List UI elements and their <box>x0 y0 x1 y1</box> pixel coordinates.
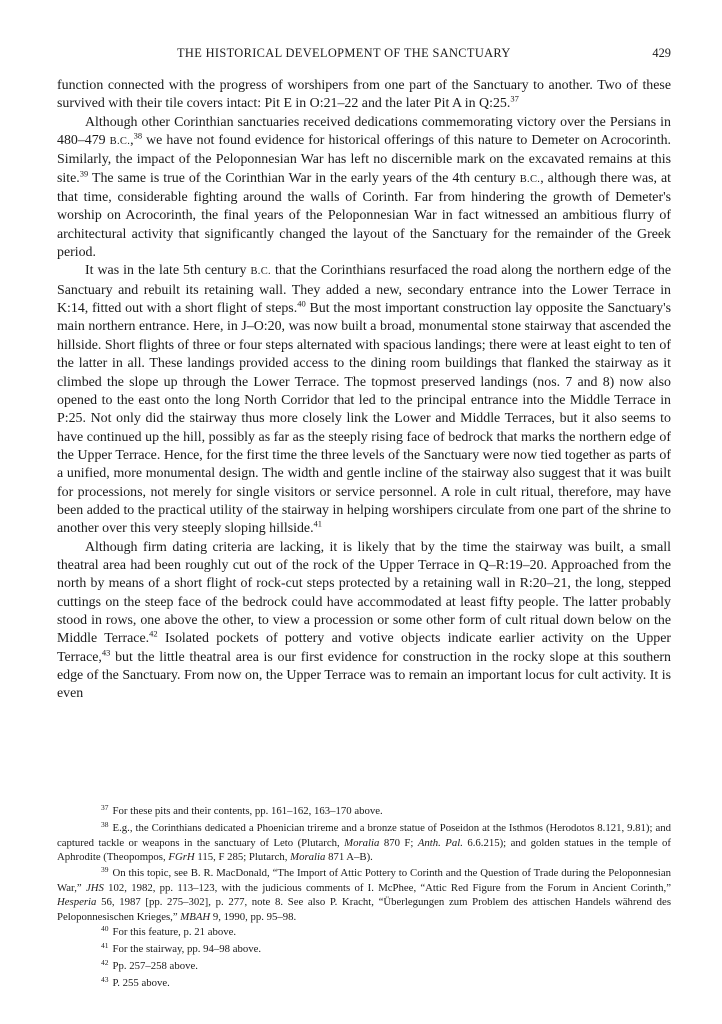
paragraph-text: function connected with the progress of worshipers from one part of the Sanctuary to another. Two of these survived with their tile covers intact: Pit E in O:21–22 and the later Pit A in Q:25. <box>57 78 671 112</box>
footnote-number: 43 <box>101 974 109 984</box>
footnote-text: 871 A–B). <box>325 851 373 864</box>
footnote-number: 38 <box>101 819 109 829</box>
footnote-text: Pp. 257–258 above. <box>112 960 198 972</box>
footnote <box>57 942 671 957</box>
footnote-italic: FGrH <box>168 851 195 864</box>
footnote <box>57 821 671 865</box>
paragraph-text: , <box>130 133 134 149</box>
footnote-text: P. 255 above. <box>112 976 170 989</box>
footnote-italic: JHS <box>85 882 104 895</box>
footnote-text: On this topic, see B. R. MacDonald, “The Import of Attic Pottery to Corinth and the Question of Trade during the Peloponnesian War,” <box>57 867 671 895</box>
era-abbreviation: B.C. <box>519 173 541 185</box>
footnote-text: 56, 1987 [pp. 275–302], p. 277, note 8. See also P. Kracht, “Überlegungen zum Problem des attischen Handels während des Peloponnesischen Krieges,” <box>57 896 671 923</box>
footnote-text: 9, 1990, pp. 95–98. <box>210 910 297 923</box>
footnote-reference: 41 <box>313 518 323 529</box>
paragraph-text: Isolated pockets of pottery and votive objects indicate earlier activity on the Upper Terrace, <box>57 631 671 665</box>
footnote-reference: 39 <box>79 168 89 179</box>
footnote-number: 41 <box>101 941 109 951</box>
page-number: 429 <box>652 46 671 60</box>
paragraph-text: Although other Corinthian sanctuaries received dedications commemorating victory over the Persians in 480–479 <box>57 114 671 149</box>
footnote <box>57 976 671 991</box>
paragraph-text: we have not found evidence for historical offerings of this nature to Demeter on Acrocorinth. Similarly, the impact of the Peloponnesian War has left no discernible mark on the excavated remains at this site. <box>57 133 671 186</box>
body-paragraph <box>57 539 671 704</box>
paragraph-text: The same is true of the Corinthian War in the early years of the 4th century <box>88 170 520 186</box>
footnote <box>57 925 671 940</box>
footnote-number: 37 <box>101 803 109 812</box>
running-head: THE HISTORICAL DEVELOPMENT OF THE SANCTUARY <box>177 46 511 60</box>
paragraph-text: that the Corinthians resurfaced the road along the northern edge of the Sanctuary and rebuilt its retaining wall. They added a new, secondary entrance into the Lower Terrace in K:14, fitted out with a short flight of steps. <box>57 263 671 317</box>
paragraph-text: Although firm dating criteria are lacking, it is likely that by the time the stairway was built, a small theatral area had been roughly cut out of the rock of the Upper Terrace in Q–R:19–20. Approached from the north by means of a short flight of rock-cut steps protected by a retaining wall in R:20–21, the long, stepped cuttings on the steep face of the bedrock could have accommodated at least fifty people. The latter probably stood in rows, one above the other, to view a procession or some other form of cult ritual down below on the Middle Terrace. <box>57 539 671 647</box>
body-text <box>57 77 671 704</box>
footnote-text: 115, F 285; Plutarch, <box>194 851 291 864</box>
footnote-number: 40 <box>101 924 109 934</box>
footnote <box>57 866 671 924</box>
body-paragraph <box>57 262 671 538</box>
footnote <box>57 804 671 819</box>
era-abbreviation: B.C. <box>250 266 271 278</box>
paragraph-text: But the most important construction lay opposite the Sanctuary's main northern entrance. Here, in J–O:20, was now built a broad, monumental stone stairway that ascended the hillside. Short flights of three or four steps alternated with spacious landings; there were at least eight to ten of the latter in all. These landings provided access to the dining room buildings that flanked the stairway as it climbed the slope up through the Lower Terrace. The topmost preserved landings (nos. 7 and 8) now also opened to the east onto the long North Corridor that led to the principal entrance into the Middle Terrace in P:25. Not only did the stairway thus more closely link the Lower and Middle Terraces, but it also seems to have continued up the hill, possibly as far as the steeply rising face of bedrock that marks the northern edge of the Upper Terrace. Hence, for the first time the three levels of the Sanctuary were now tied together as parts of a unified, more monumental design. The width and gentle incline of the stairway also suggest that it was built for processions, not merely for single visitors or service personnel. A role in cult ritual, therefore, may have been added to the practical utility of the stairway in helping worshipers circulate from one part of the shrine to another over this very steeply sloping hillside. <box>57 301 671 537</box>
body-paragraph <box>57 77 671 114</box>
footnote-text: 870 F; <box>379 837 418 849</box>
paragraph-text: but the little theatral area is our first evidence for construction in the rocky slope at this southern edge of the Sanctuary. From now on, the Upper Terrace was to remain an important locus for cult activity. It is even <box>57 649 671 702</box>
footnote-number: 39 <box>101 865 109 874</box>
footnote-italic: Moralia <box>344 837 380 849</box>
page-header <box>57 46 671 64</box>
footnote-italic: Moralia <box>290 851 326 864</box>
footnote-number: 42 <box>101 958 109 967</box>
footnote-reference: 38 <box>133 130 143 141</box>
footnote-text: 6.6.215); and golden statues in the temple of Aphrodite (Theopompos, <box>57 837 672 864</box>
era-abbreviation: B.C. <box>109 136 131 148</box>
footnote-reference: 37 <box>510 93 519 104</box>
footnote-text: 102, 1982, pp. 113–123, with the judicious comments of I. McPhee, “Attic Red Figure from the Forum in Ancient Corinth,” <box>103 882 671 895</box>
footnote-italic: MBAH <box>180 910 211 923</box>
footnote-reference: 43 <box>101 647 111 658</box>
footnote-text: E.g., the Corinthians dedicated a Phoenician trireme and a bronze statue of Poseidon at the Isthmos (Herodotos 8.121, 9.81); and captured tackle or weapons in the sanctuary of Leto (Plutarch, <box>57 821 671 849</box>
footnote-italic: Hesperia <box>57 896 97 909</box>
body-paragraph <box>57 114 671 263</box>
footnote-italic: Anth. Pal. <box>417 837 463 849</box>
footnote-reference: 40 <box>297 298 306 309</box>
paragraph-text: , although there was, at that time, considerable fighting around the walls of Corinth. Far from hindering the growth of Demeter's worship on Acrocorinth, the final years of the Peloponnesian War in fact witnessed an ambitious flurry of architectural activity that significantly changed the layout of the Sanctuary for the remainder of the Greek period. <box>57 170 671 261</box>
paragraph-text: It was in the late 5th century <box>85 263 251 279</box>
footnote-text: For this feature, p. 21 above. <box>112 926 237 939</box>
footnotes <box>57 804 671 993</box>
footnote-reference: 42 <box>149 628 158 639</box>
footnote-text: For the stairway, pp. 94–98 above. <box>112 943 262 956</box>
footnote-text: For these pits and their contents, pp. 161–162, 163–170 above. <box>112 805 383 817</box>
footnote <box>57 959 671 974</box>
